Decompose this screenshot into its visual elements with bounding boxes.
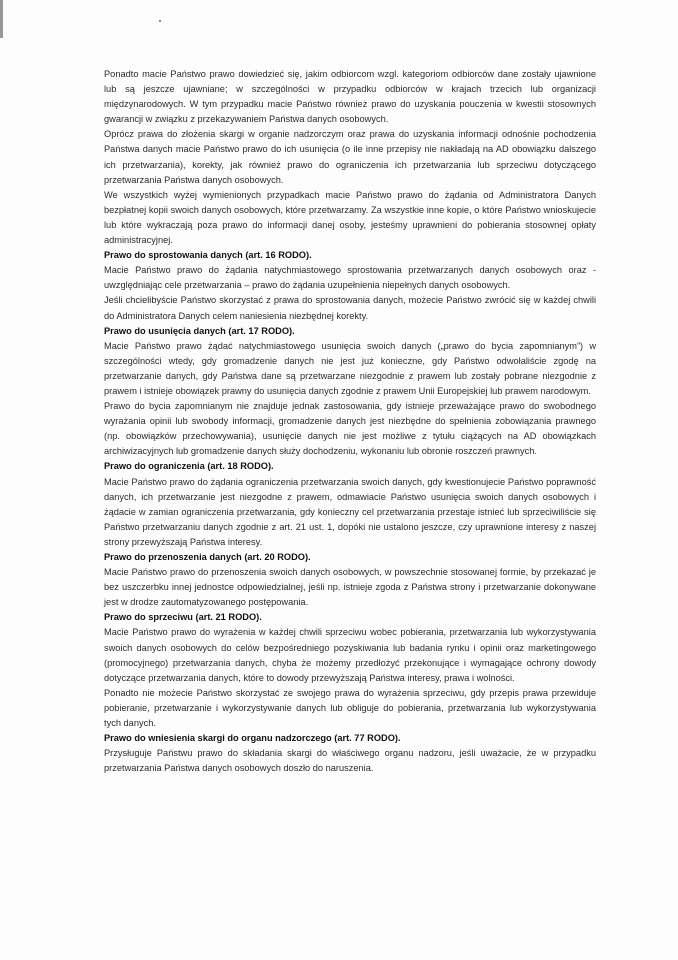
paragraph-rectification: Macie Państwo prawo do żądania natychmiastowego sprostowania przetwarzanych danych osobowych oraz - uwzględniając cele przetwarzania – prawo do żądania uzupełnienia niepełnych danych osobowych. xyxy=(104,265,596,291)
paragraph-supervisory-complaint: Oprócz prawa do złożenia skargi w organie nadzorczym oraz prawa do uzyskania informacji odnośnie pochodzenia Państwa danych macie Państwo prawo do ich usunięcia (o ile inne przepisy nie nakładają na AD obowiązku dalszego ich przetwarzania), korekty, jak również prawo do ograniczenia ich przetwarzania lub sprzeciwu dotyczącego przetwarzania Państwa danych osobowych. xyxy=(104,129,596,185)
paragraph-recipients: Ponadto macie Państwo prawo dowiedzieć się, jakim odbiorcom wzgl. kategoriom odbiorców dane zostały ujawnione lub są jeszcze ujawniane; w szczególności w przypadku odbiorców w krajach trzecich lub organizacji międzynarodowych. W tym przypadku macie Państwo również prawo do uzyskania pouczenia w kwestii stosownych gwarancji w związku z przekazywaniem Państwa danych osobowych. xyxy=(104,69,596,125)
paragraph-complaint: Przysługuje Państwu prawo do składania skargi do właściwego organu nadzoru, jeśli uważacie, że w przypadku przetwarzania Państwa danych osobowych doszło do naruszenia. xyxy=(104,748,596,774)
document-page xyxy=(104,67,596,776)
paragraph-rectification-request: Jeśli chcielibyście Państwo skorzystać z prawa do sprostowania danych, możecie Państwo zwrócić się w każdej chwili do Administratora Danych celem naniesienia niezbędnej korekty. xyxy=(104,295,596,321)
heading-objection: Prawo do sprzeciwu (art. 21 RODO). xyxy=(104,612,262,623)
heading-erasure: Prawo do usunięcia danych (art. 17 RODO). xyxy=(104,325,295,336)
paragraph-erasure: Macie Państwo prawo żądać natychmiastowego usunięcia swoich danych („prawo do bycia zapomnianym”) w szczególności wtedy, gdy gromadzenie danych nie jest już konieczne, gdy Państwo odwołaliście zgodę na przetwarzanie danych, gdy Państwa dane są przetwarzane niezgodnie z prawem lub zostały pobrane niezgodnie z prawem i istnieje obowiązek prawny do usunięcia danych zgodnie z prawem Unii Europejskiej lub prawem narodowym. xyxy=(104,340,596,396)
heading-rectification: Prawo do sprostowania danych (art. 16 RODO). xyxy=(104,250,312,261)
scan-edge-mark xyxy=(0,0,3,38)
heading-portability: Prawo do przenoszenia danych (art. 20 RODO). xyxy=(104,552,311,562)
paragraph-portability: Macie Państwo prawo do przenoszenia swoich danych osobowych, w powszechnie stosowanej formie, by przekazać je bez uszczerbku innej jednostce odpowiedzialnej, jeśli np. istnieje zgoda z Państwa strony i przetwarzanie dokonywane jest w drodze zautomatyzowanego postępowania. xyxy=(104,567,596,608)
heading-restriction: Prawo do ograniczenia (art. 18 RODO). xyxy=(104,461,274,472)
paragraph-restriction: Macie Państwo prawo do żądania ograniczenia przetwarzania swoich danych, gdy kwestionujecie Państwo poprawność danych, ich przetwarzanie jest niezgodne z prawem, odmawiacie Państwo usunięcia swoich danych osobowych i żądacie w zamian ograniczenia przetwarzania, gdy konieczny cel przetwarzania przestaje istnieć lub sprzeciwiliście się Państwo przetwarzaniu danych zgodnie z art. 21 ust. 1, dopóki nie ustalono jeszcze, czy uprawnione interesy z naszej strony przewyższają Państwa interesy. xyxy=(104,476,596,547)
heading-complaint: Prawo do wniesienia skargi do organu nadzorczego (art. 77 RODO). xyxy=(104,733,401,744)
paragraph-objection: Macie Państwo prawo do wyrażenia w każdej chwili sprzeciwu wobec pobierania, przetwarzania lub wykorzystywania swoich danych osobowych do celów bezpośredniego pozyskiwania lub badania rynku i opinii oraz marketingowego (promocyjnego) przetwarzania danych, chyba że możemy przedłożyć przekonujące i wymagające ochrony dowody dotyczące przetwarzania danych, które to dowody przewyższają Państwa interesy, prawa i wolności. xyxy=(104,627,596,683)
paragraph-free-copy: We wszystkich wyżej wymienionych przypadkach macie Państwo prawo do żądania od Administratora Danych bezpłatnej kopii swoich danych osobowych, które przetwarzamy. Za wszystkie inne kopie, o które Państwo wnioskujecie lub które wykraczają poza prawo do informacji danej osoby, jesteśmy uprawnieni do pobierania stosownej opłaty administracyjnej. xyxy=(104,189,596,246)
paragraph-erasure-exceptions: Prawo do bycia zapomnianym nie znajduje jednak zastosowania, gdy istnieje przeważające prawo do swobodnego wyrażania opinii lub swobody informacji, gromadzenie danych jest niezbędne do spełnienia zobowiązania prawnego (np. obowiązków przechowywania), usunięcie danych nie jest możliwe z tytułu ciążących na AD obowiązkach archiwizacyjnych lub gromadzenie danych służy dochodzeniu, wykonaniu lub obronie roszczeń prawnych. xyxy=(104,401,596,457)
paragraph-objection-limits: Ponadto nie możecie Państwo skorzystać ze swojego prawa do wyrażenia sprzeciwu, gdy przepis prawa przewiduje pobieranie, przetwarzanie i wykorzystywanie danych lub obliguje do pobierania, przetwarzania lub wykorzystywania tych danych. xyxy=(104,687,596,729)
scan-dot xyxy=(159,20,161,22)
